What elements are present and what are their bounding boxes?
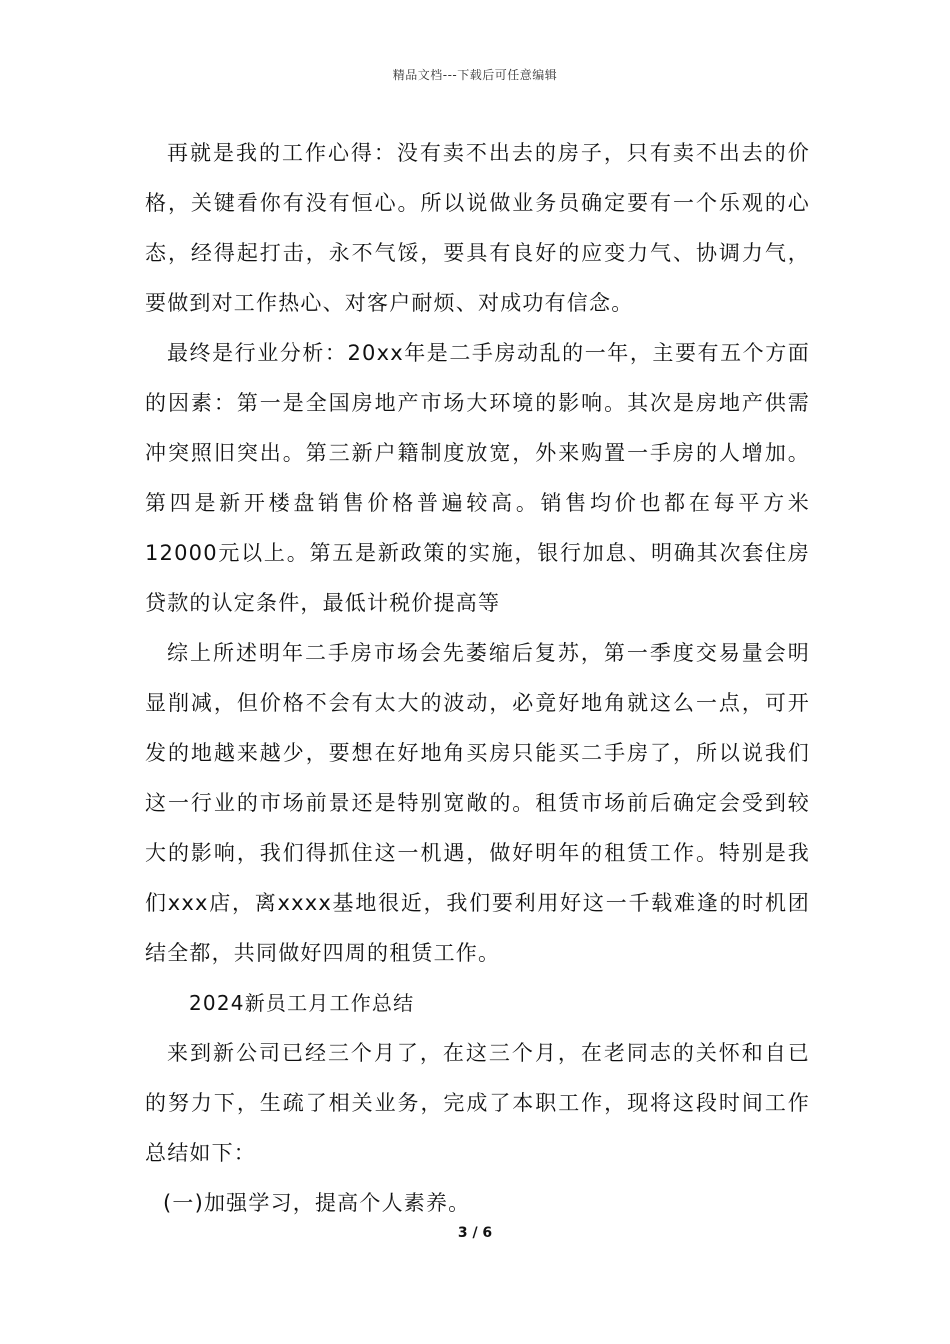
document-header: 精品文档---下载后可任意编辑 [392, 68, 558, 82]
paragraph-work-experience: 再就是我的工作心得：没有卖不出去的房子，只有卖不出去的价格，关键看你有没有恒心。所以说做业务员确定要有一个乐观的心态，经得起打击，永不气馁，要具有良好的应变力气、协调力气，要做到对工作热心、对客户耐烦、对成功有信念。 [145, 141, 810, 315]
document-body [145, 128, 810, 1228]
list-item-study: (一)加强学习，提高个人素养。 [163, 1191, 471, 1215]
paragraph-market-outlook: 综上所述明年二手房市场会先萎缩后复苏，第一季度交易量会明显削减，但价格不会有太大的波动，必竟好地角就这么一点，可开发的地越来越少，要想在好地角买房只能买二手房了，所以说我们这一行业的市场前景还是特别宽敞的。租赁市场前后确定会受到较大的影响，我们得抓住这一机遇，做好明年的租赁工作。特别是我们xxx店，离xxxx基地很近，我们要利用好这一千载难逢的时机团结全都，共同做好四周的租赁工作。 [145, 641, 810, 965]
page-number: 3 / 6 [457, 1225, 493, 1241]
paragraph-industry-analysis: 最终是行业分析：20xx年是二手房动乱的一年，主要有五个方面的因素：第一是全国房地产市场大环境的影响。其次是房地产供需冲突照旧突出。第三新户籍制度放宽，外来购置一手房的人增加。第四是新开楼盘销售价格普遍较高。销售均价也都在每平方米12000元以上。第五是新政策的实施，银行加息、明确其次套住房贷款的认定条件，最低计税价提高等 [145, 341, 810, 615]
paragraph-intro: 来到新公司已经三个月了，在这三个月，在老同志的关怀和自已的努力下，生疏了相关业务，完成了本职工作，现将这段时间工作总结如下： [145, 1041, 810, 1165]
section-heading: 2024新员工月工作总结 [189, 991, 415, 1015]
